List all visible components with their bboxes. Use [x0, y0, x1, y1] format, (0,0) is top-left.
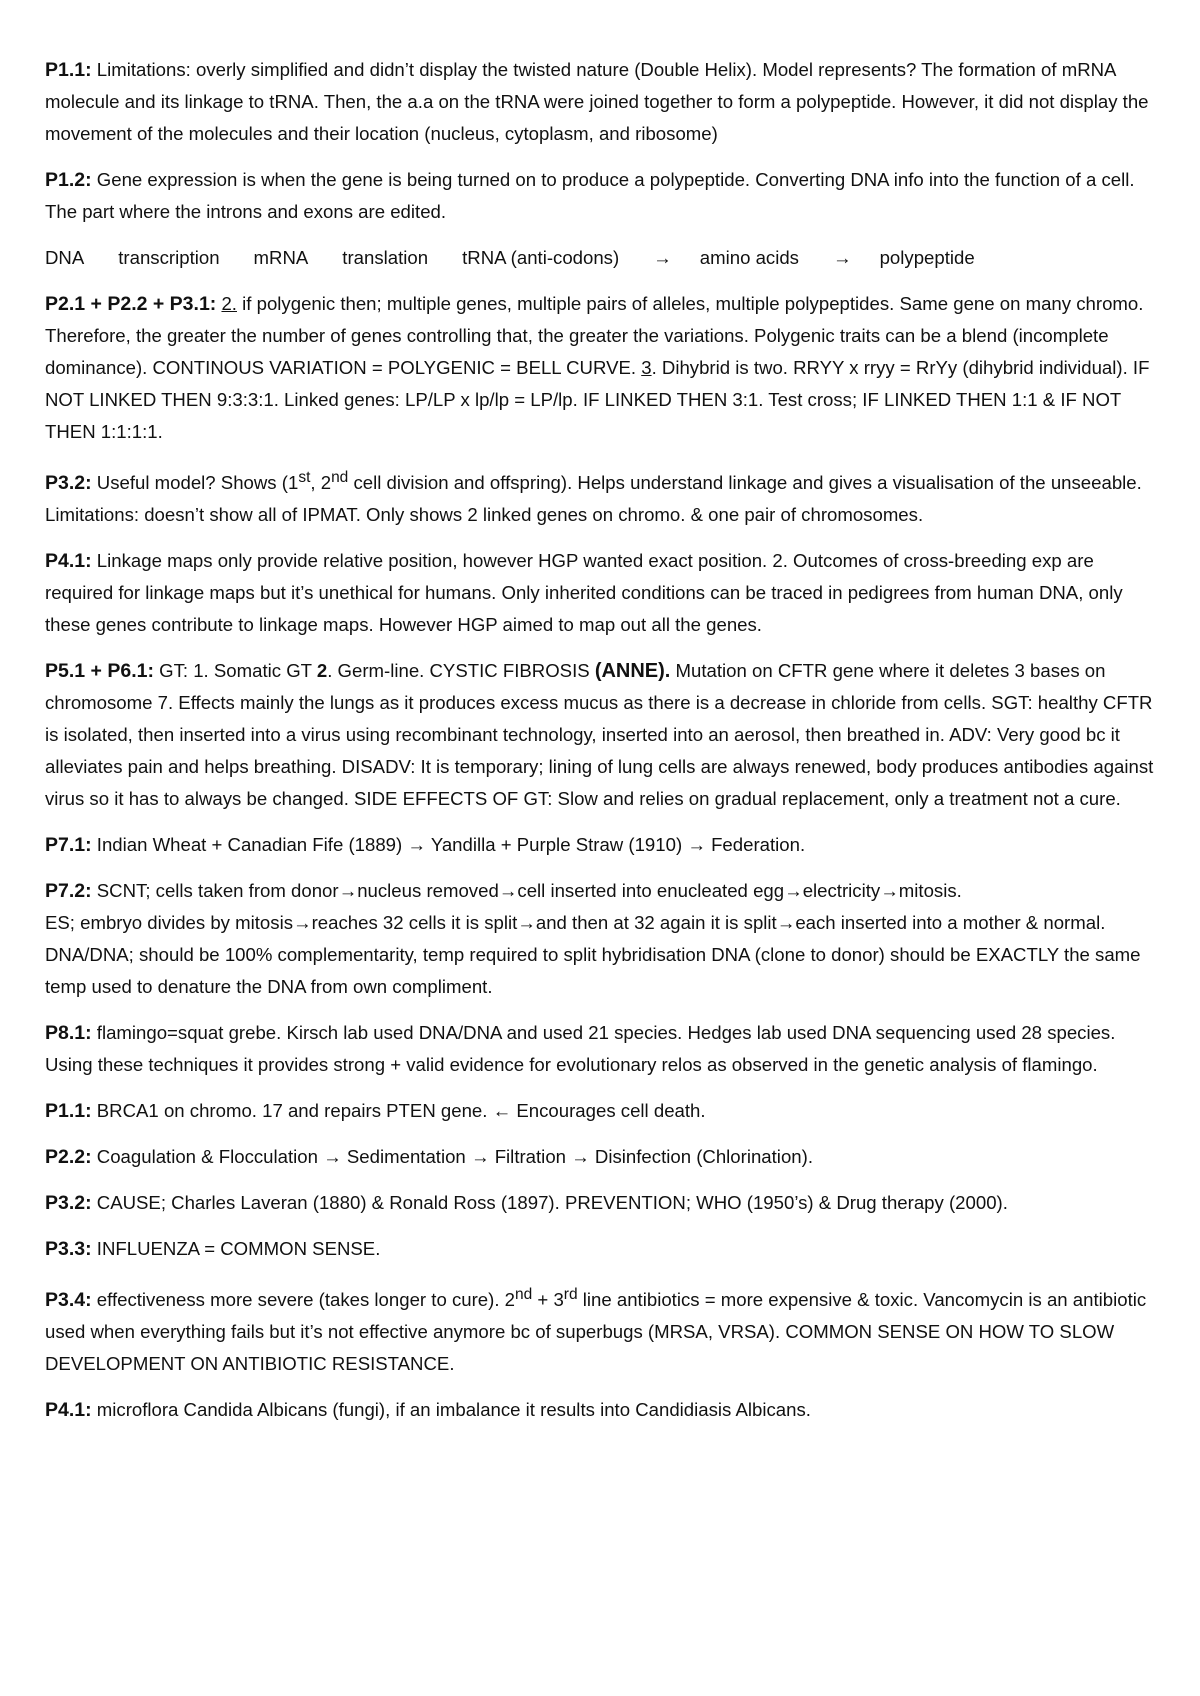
- superscript: rd: [563, 1286, 578, 1304]
- note-text: . Dihybrid is two. RRYY x rryy = RrYy (dihybrid individual). IF NOT LINKED THEN 9:3:3:1. Linked genes: LP/LP x lp/lp = LP/lp. IF LINKED THEN 3:1. Test cross; IF LINKED THEN 1:1 & IF NOT THEN 1:1:1:1.: [45, 357, 1150, 442]
- note-p5-1-gene-therapy: [45, 655, 1160, 815]
- note-p1-1-dna-model: [45, 54, 1160, 150]
- item-number: 2: [316, 660, 328, 682]
- section-label: P1.2:: [45, 169, 92, 191]
- note-text: each inserted into a mother & normal. DNA/DNA; should be 100% complementarity, temp required to split hybridisation DNA (clone to donor) should be EXACTLY the same temp used to denature the DNA from own compliment.: [45, 912, 1141, 998]
- note-p3-4-antibiotics: [45, 1279, 1160, 1380]
- note-text: Encourages cell death.: [511, 1100, 706, 1122]
- flow-step: DNA: [45, 247, 85, 268]
- note-text: nucleus removed: [357, 880, 499, 902]
- arrow-right-icon: →: [832, 247, 852, 268]
- arrow-right-icon: →: [571, 1146, 590, 1168]
- section-label: P2.1 + P2.2 + P3.1:: [45, 293, 217, 315]
- section-label: P3.2:: [45, 472, 92, 495]
- section-label: P5.1 + P6.1:: [45, 660, 154, 683]
- arrow-right-icon: →: [407, 834, 426, 856]
- note-text: cell division and offspring). Helps understand linkage and gives a visualisation of the unseeable. Limitations: doesn’t show all of IPMAT. Only shows 2 linked genes on chromo. & one pair of chromosomes.: [45, 472, 1142, 526]
- note-p4-1-candida: [45, 1394, 1160, 1426]
- arrow-right-icon: →: [687, 834, 706, 856]
- section-label: P4.1:: [45, 1399, 92, 1422]
- note-text: Disinfection (Chlorination).: [589, 1146, 813, 1168]
- note-p3-2-malaria: [45, 1187, 1160, 1219]
- note-text: electricity: [802, 880, 881, 902]
- section-label: P3.2:: [45, 1192, 92, 1215]
- note-text: . Germ-line. CYSTIC FIBROSIS: [327, 660, 595, 682]
- arrow-right-icon: →: [470, 1146, 490, 1168]
- note-text: mitosis.: [898, 880, 962, 902]
- note-text: + 3: [532, 1289, 564, 1311]
- arrow-right-icon: →: [776, 912, 796, 934]
- note-p4-1-linkage-maps: [45, 545, 1160, 641]
- note-text: Gene expression is when the gene is being turned on to produce a polypeptide. Converting DNA info into the function of a cell. The part where the introns and exons are edited.: [45, 169, 1135, 222]
- section-label: P1.1:: [45, 1100, 92, 1123]
- note-text: line antibiotics = more expensive & toxic. Vancomycin is an antibiotic used when everything fails but it’s not effective anymore bc of superbugs (MRSA, VRSA). COMMON SENSE ON HOW TO SLOW DEVELOPMENT ON ANTIBIOTIC RESISTANCE.: [45, 1289, 1147, 1375]
- note-text: Federation.: [705, 834, 806, 856]
- note-text: effectiveness more severe (takes longer to cure). 2: [91, 1289, 515, 1311]
- flow-step: transcription: [118, 247, 220, 268]
- note-text: reaches 32 cells it is split: [311, 912, 518, 934]
- gene-expression-flow: [45, 242, 1160, 274]
- note-text: and then at 32 again it is split: [535, 912, 777, 934]
- note-text: Mutation on CFTR gene where it deletes 3 bases on chromosome 7. Effects mainly the lungs as it produces excess mucus as there is a decrease in chloride from cells. SGT: healthy CFTR is isolated, then inserted into a virus using recombinant technology, inserted into an aerosol, then breathed in. ADV: Very good bc it alleviates pain and helps breathing. DISADV: It is temporary; lining of lung cells are always renewed, body produces antibodies against virus so it has to always be changed. SIDE EFFECTS OF GT: Slow and relies on gradual replacement, only a treatment not a cure.: [45, 660, 1154, 810]
- arrow-right-icon: →: [498, 880, 518, 902]
- note-text: Coagulation & Flocculation: [91, 1146, 324, 1168]
- note-text: GT: 1. Somatic GT: [153, 660, 317, 682]
- note-text: if polygenic then; multiple genes, multiple pairs of alleles, multiple polypeptides. Same gene on many chromo. Therefore, the greater the number of genes controlling that, the greater the variations. Polygenic traits can be a blend (incomplete dominance). CONTINOUS VARIATION = POLYGENIC = BELL CURVE.: [45, 293, 1144, 378]
- section-label: P8.1:: [45, 1022, 92, 1045]
- section-label: P3.4:: [45, 1289, 92, 1312]
- note-text: cell inserted into enucleated egg: [517, 880, 785, 902]
- note-text: Limitations: overly simplified and didn’t display the twisted nature (Double Helix). Model represents? The formation of mRNA molecule and its linkage to tRNA. Then, the a.a on the tRNA were joined together to form a polypeptide. However, it did not display the movement of the molecules and their location (nucleus, cytoplasm, and ribosome): [45, 59, 1149, 144]
- arrow-right-icon: →: [653, 247, 672, 268]
- note-p1-2-gene-expression: [45, 164, 1160, 228]
- superscript: nd: [331, 469, 349, 486]
- arrow-right-icon: →: [323, 1146, 342, 1168]
- section-label: P3.3:: [45, 1238, 92, 1261]
- superscript: nd: [515, 1286, 533, 1304]
- item-number: 3: [641, 357, 652, 378]
- arrow-right-icon: →: [293, 912, 312, 934]
- arrow-right-icon: →: [784, 880, 803, 902]
- flow-step: translation: [342, 247, 429, 268]
- note-text: SCNT; cells taken from donor: [91, 880, 339, 902]
- note-p2-1-polygenic: [45, 288, 1160, 448]
- note-text: Linkage maps only provide relative position, however HGP wanted exact position. 2. Outcomes of cross-breeding exp are required for linkage maps but it’s unethical for humans. Only inherited conditions can be traced in pedigrees from human DNA, only these genes contribute to linkage maps. However HGP aimed to map out all the genes.: [45, 550, 1123, 636]
- note-text: microflora Candida Albicans (fungi), if an imbalance it results into Candidiasis Albicans.: [91, 1399, 811, 1421]
- note-p3-2-model: [45, 462, 1160, 531]
- section-label: P7.2:: [45, 880, 92, 903]
- arrow-right-icon: →: [338, 880, 358, 902]
- section-label: P7.1:: [45, 834, 92, 857]
- note-text: Yandilla + Purple Straw (1910): [425, 834, 688, 856]
- section-label: P4.1:: [45, 550, 92, 573]
- note-p2-2-water-treatment: [45, 1141, 1160, 1173]
- note-text: Useful model? Shows (1: [91, 472, 299, 494]
- note-p3-3-influenza: [45, 1233, 1160, 1265]
- note-text: Sedimentation: [341, 1146, 471, 1168]
- note-text: Filtration: [489, 1146, 572, 1168]
- section-label: P1.1:: [45, 59, 92, 81]
- note-text: flamingo=squat grebe. Kirsch lab used DNA/DNA and used 21 species. Hedges lab used DNA sequencing used 28 species. Using these techniques it provides strong + valid evidence for evolutionary relos as observed in the genetic analysis of flamingo.: [45, 1022, 1116, 1076]
- note-p7-2-cloning: [45, 875, 1160, 1003]
- note-text: INFLUENZA = COMMON SENSE.: [91, 1238, 381, 1260]
- item-number: 2.: [221, 293, 237, 314]
- arrow-right-icon: →: [517, 912, 536, 934]
- note-text: BRCA1 on chromo. 17 and repairs PTEN gene.: [91, 1100, 493, 1122]
- note-p1-1-brca1: [45, 1095, 1160, 1127]
- arrow-right-icon: →: [880, 880, 899, 902]
- note-text: CAUSE; Charles Laveran (1880) & Ronald Ross (1897). PREVENTION; WHO (1950’s) & Drug therapy (2000).: [91, 1192, 1008, 1214]
- note-text: Indian Wheat + Canadian Fife (1889): [91, 834, 408, 856]
- anne-label: (ANNE).: [594, 660, 671, 683]
- arrow-left-icon: ←: [492, 1100, 512, 1122]
- section-label: P2.2:: [45, 1146, 92, 1169]
- superscript: st: [298, 469, 311, 486]
- flow-step: tRNA (anti-codons): [462, 247, 620, 268]
- flow-step: mRNA: [253, 247, 309, 268]
- note-text: ES; embryo divides by mitosis: [45, 912, 294, 934]
- flow-step: polypeptide: [879, 247, 975, 268]
- note-p8-1-flamingo: [45, 1017, 1160, 1081]
- note-p7-1-wheat: [45, 829, 1160, 861]
- note-text: , 2: [310, 472, 332, 494]
- flow-step: amino acids: [699, 247, 799, 268]
